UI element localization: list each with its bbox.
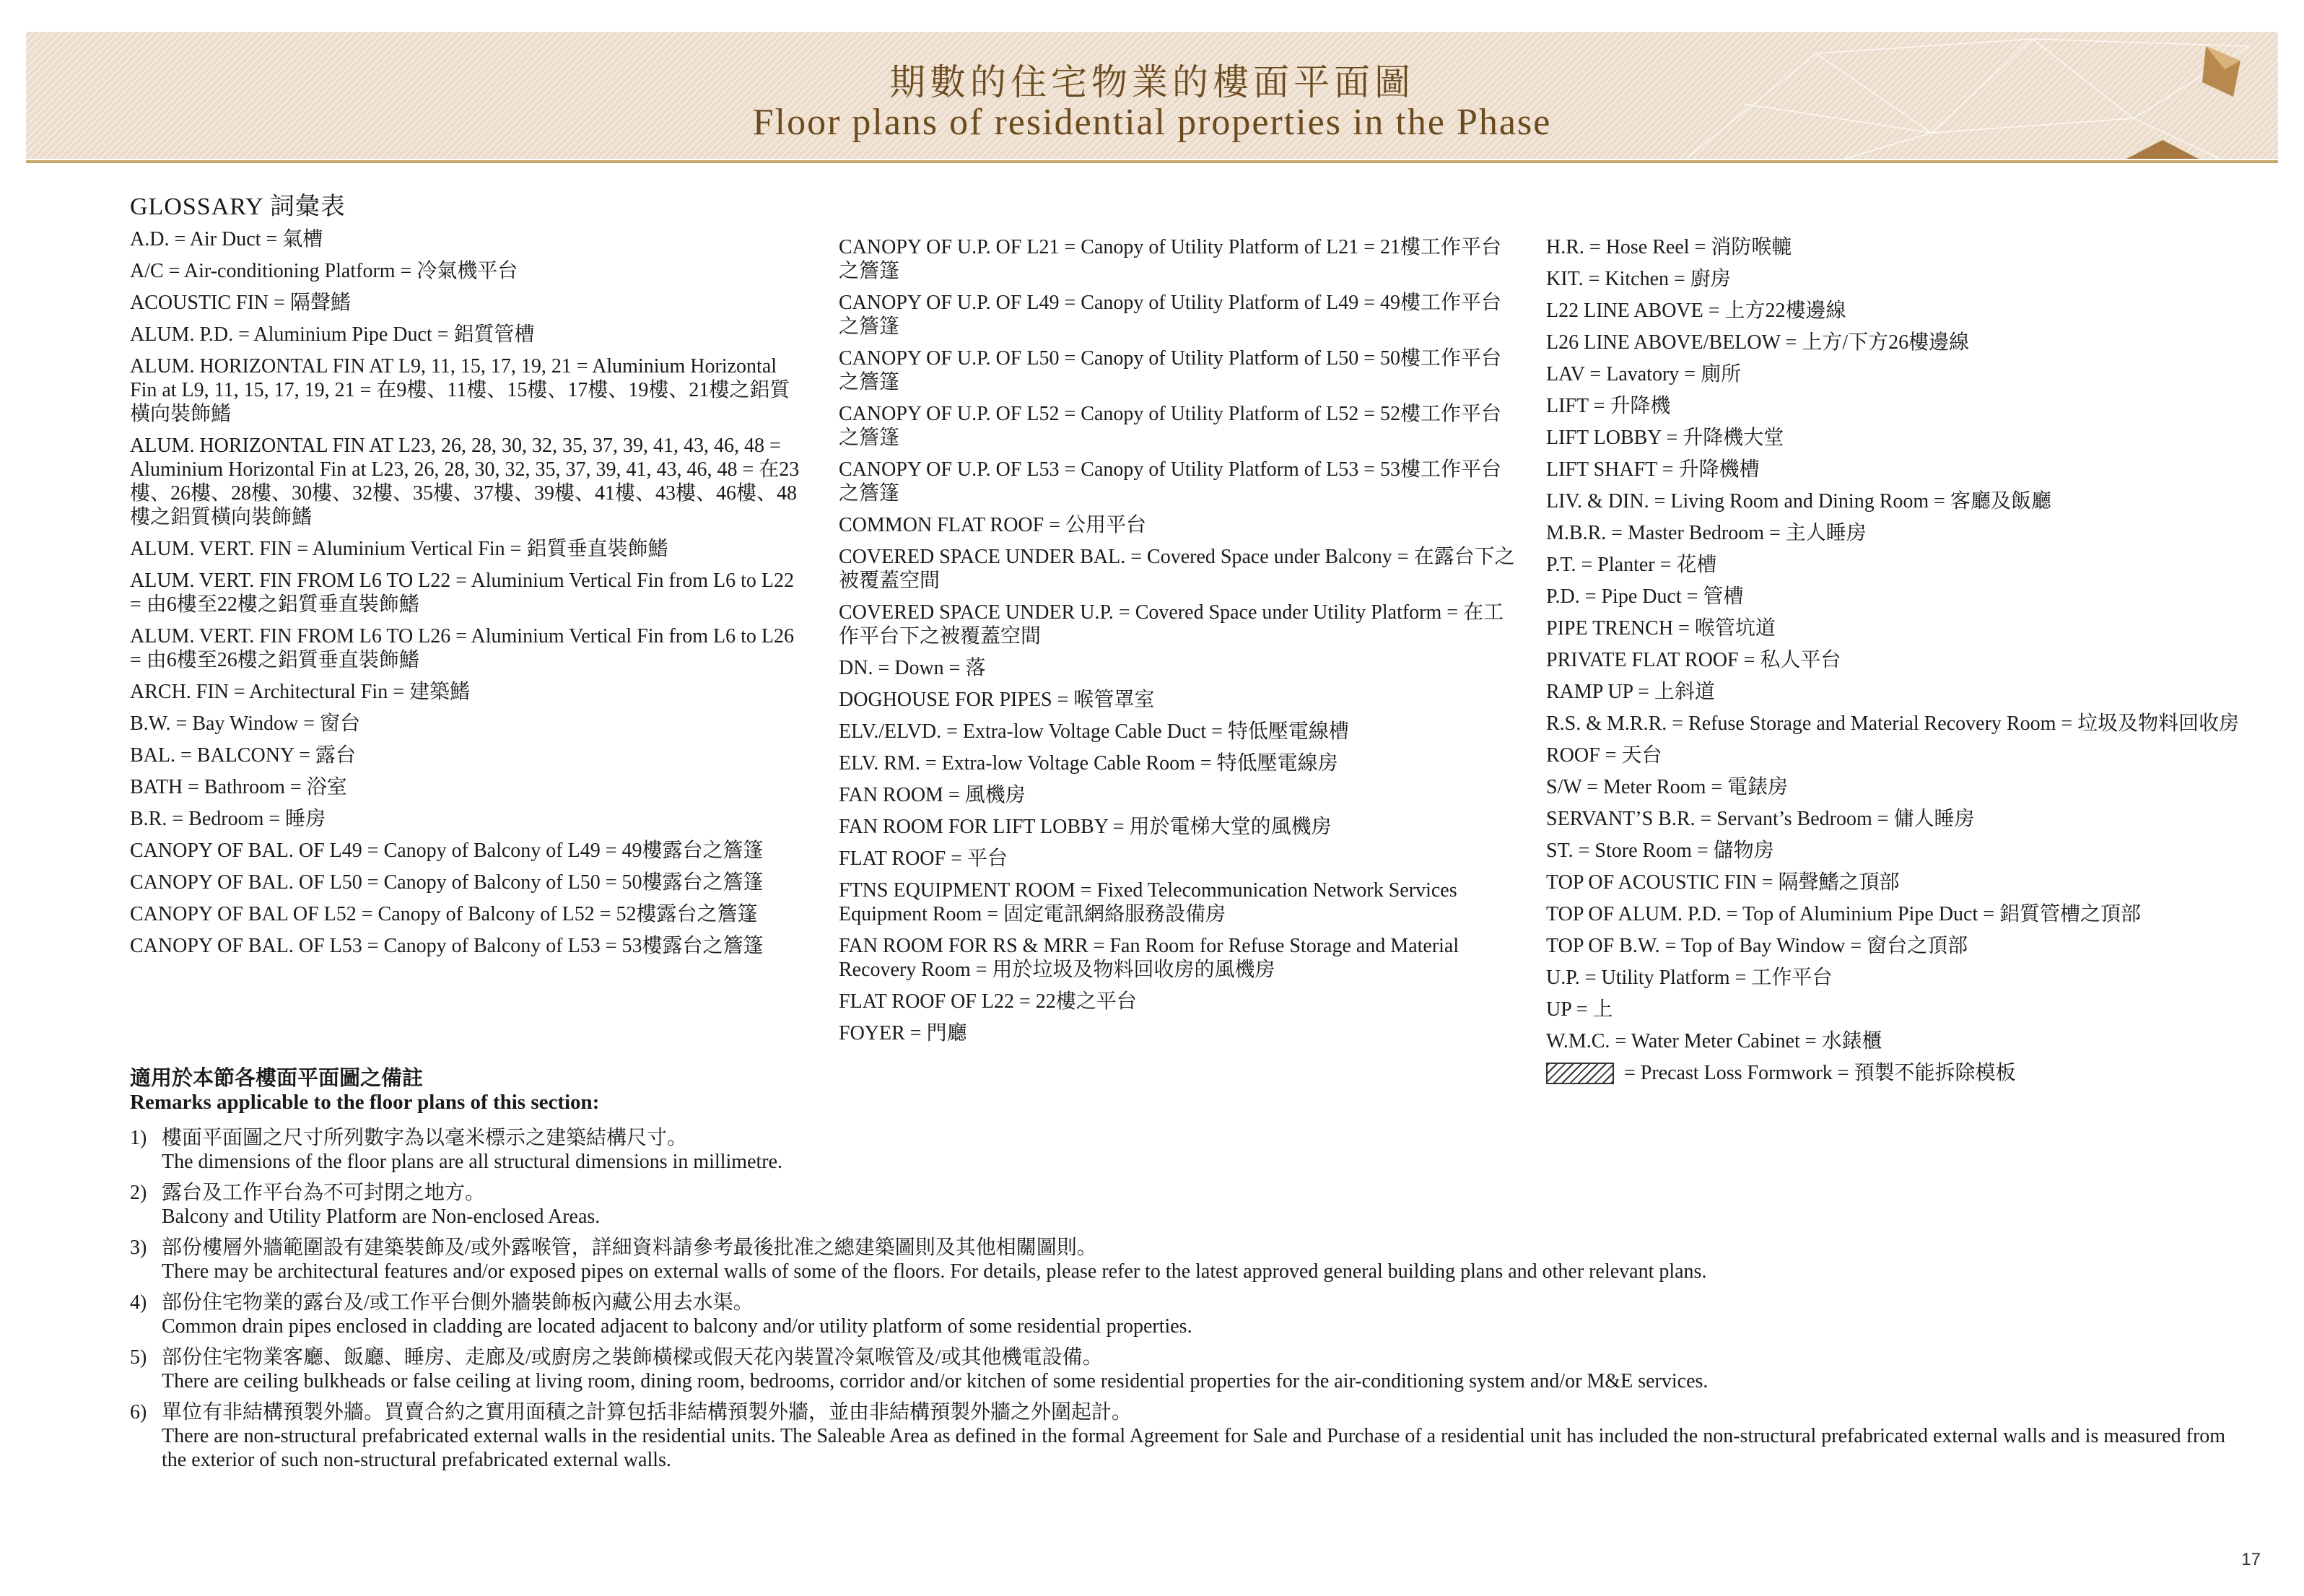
glossary-entry: CANOPY OF U.P. OF L49 = Canopy of Utility Platform of L49 = 49樓工作平台之簷篷 xyxy=(839,292,1502,338)
remarks-title-english: Remarks applicable to the floor plans of this section: xyxy=(130,1091,600,1114)
glossary-entry: ALUM. P.D. = Aluminium Pipe Duct = 鋁質管槽 xyxy=(130,323,535,346)
glossary-entry: TOP OF B.W. = Top of Bay Window = 窗台之頂部 xyxy=(1546,935,1968,957)
glossary-entry: ALUM. HORIZONTAL FIN AT L23, 26, 28, 30, 32, 35, 37, 39, 41, 43, 46, 48 = Aluminium Horizontal Fin at L23, 26, 28, 30, 32, 35, 37, 39, 41, 43, 46, 48 = 在23樓、26樓、28樓、30樓、32樓、35樓、37樓、39樓、41樓、43樓、46樓、48樓之鋁質橫向裝飾鰭 xyxy=(130,435,800,528)
glossary-entry: COVERED SPACE UNDER U.P. = Covered Space under Utility Platform = 在工作平台下之被覆蓋空間 xyxy=(839,601,1504,647)
remark-item xyxy=(130,1236,2252,1283)
glossary-entry: CANOPY OF U.P. OF L53 = Canopy of Utility Platform of L53 = 53樓工作平台之簷篷 xyxy=(839,458,1502,505)
glossary-entry: FAN ROOM FOR RS & MRR = Fan Room for Refuse Storage and Material Recovery Room = 用於垃圾及物料回收房的風機房 xyxy=(839,935,1459,981)
glossary-entry: CANOPY OF U.P. OF L50 = Canopy of Utility Platform of L50 = 50樓工作平台之簷篷 xyxy=(839,347,1502,393)
glossary-entry: M.B.R. = Master Bedroom = 主人睡房 xyxy=(1546,522,1867,544)
glossary-column-3 xyxy=(1546,235,2253,1093)
glossary-column-1 xyxy=(130,195,808,966)
glossary-entry: DN. = Down = 落 xyxy=(839,657,986,679)
remark-text-english: Common drain pipes enclosed in cladding are located adjacent to balcony and/or utility platform of some residential properties. xyxy=(162,1315,1192,1338)
glossary-entry: ELV./ELVD. = Extra-low Voltage Cable Duct = 特低壓電線槽 xyxy=(839,720,1349,743)
remark-text-chinese: 部份住宅物業客廳、飯廳、睡房、走廊及/或廚房之裝飾橫樑或假天花內裝置冷氣喉管及/或其他機電設備。 xyxy=(162,1346,1103,1369)
glossary-entry: ACOUSTIC FIN = 隔聲鰭 xyxy=(130,292,351,314)
remark-item xyxy=(130,1126,2252,1174)
remark-item xyxy=(130,1181,2252,1229)
glossary-entry: ALUM. VERT. FIN FROM L6 TO L22 = Aluminium Vertical Fin from L6 to L22 = 由6樓至22樓之鋁質垂直裝飾鰭 xyxy=(130,570,794,616)
remark-text-english: There are ceiling bulkheads or false ceiling at living room, dining room, bedrooms, corridor and/or kitchen of some residential properties for the air-conditioning system and/or M&E services. xyxy=(162,1370,1709,1392)
glossary-entry: ALUM. VERT. FIN FROM L6 TO L26 = Aluminium Vertical Fin from L6 to L26 = 由6樓至26樓之鋁質垂直裝飾鰭 xyxy=(130,625,794,671)
glossary-entry: TOP OF ACOUSTIC FIN = 隔聲鰭之頂部 xyxy=(1546,871,1900,894)
glossary-entry: LIV. & DIN. = Living Room and Dining Room = 客廳及飯廳 xyxy=(1546,490,2051,513)
remarks-title-chinese: 適用於本節各樓面平面圖之備註 xyxy=(130,1067,424,1090)
remark-number: 5) xyxy=(130,1346,147,1369)
glossary-entry: FLAT ROOF = 平台 xyxy=(839,847,1008,870)
glossary-entry: P.D. = Pipe Duct = 管槽 xyxy=(1546,585,1744,608)
glossary-entry: FAN ROOM = 風機房 xyxy=(839,784,1026,806)
glossary-entry: L22 LINE ABOVE = 上方22樓邊線 xyxy=(1546,300,1846,322)
glossary-column-2 xyxy=(839,235,1517,1053)
glossary-entry: ROOF = 天台 xyxy=(1546,744,1662,767)
glossary-entry: COVERED SPACE UNDER BAL. = Covered Space under Balcony = 在露台下之被覆蓋空間 xyxy=(839,546,1515,592)
glossary-entry: R.S. & M.R.R. = Refuse Storage and Material Recovery Room = 垃圾及物料回收房 xyxy=(1546,712,2240,735)
glossary-entry: CANOPY OF BAL. OF L53 = Canopy of Balcony of L53 = 53樓露台之簷篷 xyxy=(130,935,764,957)
legend-label: = Precast Loss Formwork = 預製不能拆除模板 xyxy=(1624,1062,2016,1084)
glossary-entry: COMMON FLAT ROOF = 公用平台 xyxy=(839,514,1147,536)
glossary-entry: ARCH. FIN = Architectural Fin = 建築鰭 xyxy=(130,681,470,703)
glossary-entry: TOP OF ALUM. P.D. = Top of Aluminium Pipe Duct = 鋁質管槽之頂部 xyxy=(1546,903,2142,925)
remark-text-chinese: 樓面平面圖之尺寸所列數字為以毫米標示之建築結構尺寸。 xyxy=(162,1127,688,1149)
glossary-entry: RAMP UP = 上斜道 xyxy=(1546,681,1715,703)
glossary-entry: FOYER = 門廳 xyxy=(839,1022,967,1045)
glossary-entry: SERVANT’S B.R. = Servant’s Bedroom = 傭人睡房 xyxy=(1546,808,1975,830)
remark-number: 2) xyxy=(130,1182,147,1204)
remark-text-english: There are non-structural prefabricated external walls in the residential units. The Saleable Area as defined in the formal Agreement for Sale and Purchase of a residential unit has included the non-structural prefabricated external walls and is measured from the exterior of such non-structural prefabricated external walls. xyxy=(162,1425,2226,1471)
glossary-entry: PIPE TRENCH = 喉管坑道 xyxy=(1546,617,1776,640)
glossary-entry: PRIVATE FLAT ROOF = 私人平台 xyxy=(1546,649,1841,671)
remark-item xyxy=(130,1291,2252,1338)
remark-text-chinese: 單位有非結構預製外牆。買賣合約之實用面積之計算包括非結構預製外牆，並由非結構預製外牆之外圍起計。 xyxy=(162,1401,1133,1423)
glossary-entry: B.R. = Bedroom = 睡房 xyxy=(130,808,326,830)
page-title-chinese: 期數的住宅物業的樓面平面圖 xyxy=(889,61,1415,103)
remark-item xyxy=(130,1346,2252,1393)
glossary-entry: LAV = Lavatory = 廁所 xyxy=(1546,363,1742,385)
glossary-entry: UP = 上 xyxy=(1546,998,1613,1021)
remark-number: 3) xyxy=(130,1237,147,1259)
glossary-entry: H.R. = Hose Reel = 消防喉轆 xyxy=(1546,236,1792,258)
glossary-entry: A/C = Air-conditioning Platform = 冷氣機平台 xyxy=(130,260,518,282)
header-divider xyxy=(26,160,2278,163)
glossary-entry: DOGHOUSE FOR PIPES = 喉管罩室 xyxy=(839,689,1155,711)
glossary-entry: L26 LINE ABOVE/BELOW = 上方/下方26樓邊線 xyxy=(1546,331,1970,354)
glossary-entry: CANOPY OF BAL. OF L49 = Canopy of Balcony of L49 = 49樓露台之簷篷 xyxy=(130,840,764,862)
glossary-entry: FLAT ROOF OF L22 = 22樓之平台 xyxy=(839,990,1137,1013)
glossary-entry: S/W = Meter Room = 電錶房 xyxy=(1546,776,1789,798)
remark-text-chinese: 部份住宅物業的露台及/或工作平台側外牆裝飾板內藏公用去水渠。 xyxy=(162,1291,754,1314)
remarks-section xyxy=(130,1067,2252,1479)
glossary-entry: FAN ROOM FOR LIFT LOBBY = 用於電梯大堂的風機房 xyxy=(839,816,1332,838)
glossary-entry: P.T. = Planter = 花槽 xyxy=(1546,554,1717,576)
glossary-entry: BAL. = BALCONY = 露台 xyxy=(130,744,356,767)
glossary-entry: B.W. = Bay Window = 窗台 xyxy=(130,712,361,735)
remark-text-english: There may be architectural features and/or exposed pipes on external walls of some of the floors. For details, please refer to the latest approved general building plans and other relevant plans. xyxy=(162,1260,1707,1283)
glossary-entry: CANOPY OF BAL. OF L50 = Canopy of Balcony of L50 = 50樓露台之簷篷 xyxy=(130,871,764,894)
remark-item xyxy=(130,1400,2252,1472)
remark-number: 1) xyxy=(130,1127,147,1149)
glossary-entry: CANOPY OF BAL OF L52 = Canopy of Balcony of L52 = 52樓露台之簷篷 xyxy=(130,903,758,925)
glossary-entry: ALUM. VERT. FIN = Aluminium Vertical Fin = 鋁質垂直裝飾鰭 xyxy=(130,538,668,560)
glossary-entry: LIFT LOBBY = 升降機大堂 xyxy=(1546,427,1784,449)
remark-text-english: Balcony and Utility Platform are Non-enclosed Areas. xyxy=(162,1205,601,1228)
glossary-entry: ST. = Store Room = 儲物房 xyxy=(1546,840,1774,862)
glossary-entry: A.D. = Air Duct = 氣槽 xyxy=(130,228,323,250)
page-title-english: Floor plans of residential properties in the Phase xyxy=(752,102,1552,143)
glossary-entry: CANOPY OF U.P. OF L21 = Canopy of Utility Platform of L21 = 21樓工作平台之簷篷 xyxy=(839,236,1502,282)
glossary-entry: ALUM. HORIZONTAL FIN AT L9, 11, 15, 17, 19, 21 = Aluminium Horizontal Fin at L9, 11, 15, 17, 19, 21 = 在9樓、11樓、15樓、17樓、19樓、21樓之鋁質橫向裝飾鰭 xyxy=(130,355,790,425)
glossary-entry: LIFT = 升降機 xyxy=(1546,395,1671,417)
glossary-entry: FTNS EQUIPMENT ROOM = Fixed Telecommunication Network Services Equipment Room = 固定電訊網絡服務設備房 xyxy=(839,879,1457,925)
glossary-entry: BATH = Bathroom = 浴室 xyxy=(130,776,347,798)
page-header xyxy=(26,32,2278,159)
remark-text-chinese: 部份樓層外牆範圍設有建築裝飾及/或外露喉管，詳細資料請參考最後批准之總建築圖則及其他相關圖則。 xyxy=(162,1237,1097,1259)
remark-text-english: The dimensions of the floor plans are all structural dimensions in millimetre. xyxy=(162,1151,783,1173)
glossary-entry: KIT. = Kitchen = 廚房 xyxy=(1546,268,1731,290)
page-number: 17 xyxy=(2241,1550,2261,1569)
remark-number: 4) xyxy=(130,1291,147,1314)
glossary-entry: U.P. = Utility Platform = 工作平台 xyxy=(1546,967,1833,989)
glossary-entry: CANOPY OF U.P. OF L52 = Canopy of Utility Platform of L52 = 52樓工作平台之簷篷 xyxy=(839,403,1502,449)
glossary-entry: W.M.C. = Water Meter Cabinet = 水錶櫃 xyxy=(1546,1030,1882,1052)
glossary-title: GLOSSARY 詞彙表 xyxy=(130,193,346,220)
glossary-entry: ELV. RM. = Extra-low Voltage Cable Room = 特低壓電線房 xyxy=(839,752,1338,775)
remark-number: 6) xyxy=(130,1401,147,1423)
glossary-entry: LIFT SHAFT = 升降機槽 xyxy=(1546,458,1760,481)
remark-text-chinese: 露台及工作平台為不可封閉之地方。 xyxy=(162,1182,486,1204)
